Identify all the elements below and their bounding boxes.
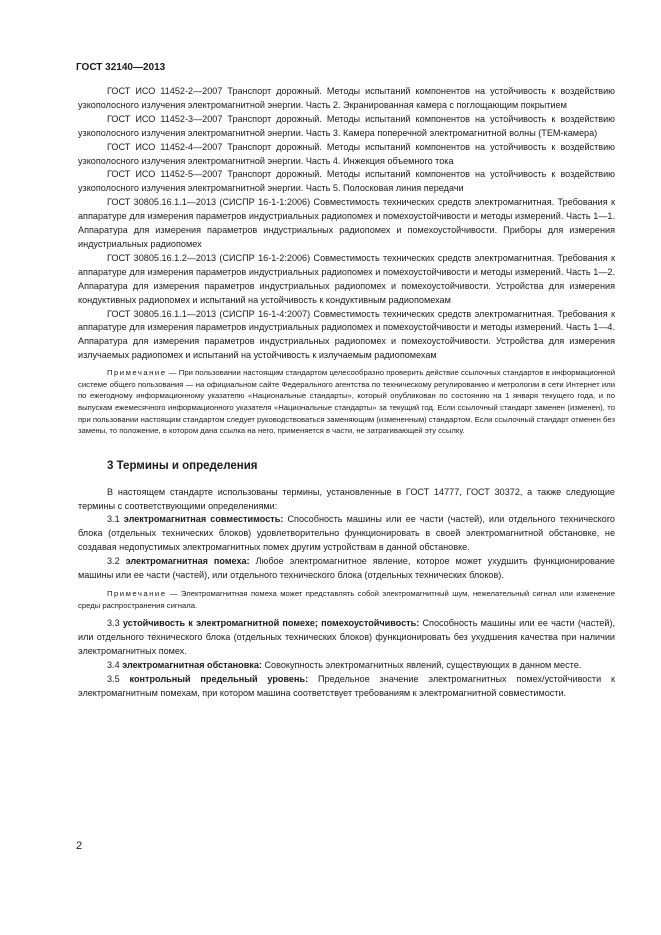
term-text: Способность машины или ее части (частей), или отдельного технического блока (отдельных технических блоков) удовлетворительно функционировать в своей электромагнитной обстановке, не создавая недопустимых электромагнитных помех другим устройствам в данной обстановке. bbox=[78, 514, 615, 553]
term-name: устойчивость к электромагнитной помехе; помехоустойчивость: bbox=[122, 618, 420, 629]
reference-item: ГОСТ ИСО 11452-3—2007 Транспорт дорожный. Методы испытаний компонентов на устойчивость к воздействию узкополосного излучения электромагнитной энергии. Часть 3. Камера поперечной электромагнитной волны (ТЕМ-камера) bbox=[78, 113, 615, 138]
term-definition bbox=[78, 513, 615, 555]
note-label: Примечание bbox=[107, 588, 167, 598]
note-label: Примечание bbox=[107, 368, 167, 378]
term-name: контрольный предельный уровень: bbox=[129, 673, 309, 684]
term-number: 3.4 bbox=[107, 659, 123, 670]
term-number: 3.2 bbox=[107, 556, 126, 567]
section-intro: В настоящем стандарте использованы термины, установленные в ГОСТ 14777, ГОСТ 30372, а также следующие термины с соответствующими определениями: bbox=[78, 486, 615, 511]
term-number: 3.3 bbox=[107, 618, 123, 629]
term-text: Совокупность электромагнитных явлений, существующих в данном месте. bbox=[261, 659, 582, 670]
reference-item: ГОСТ 30805.16.1.2—2013 (СИСПР 16-1-2:2006) Совместимость технических средств электромагнитная. Требования к аппаратуре для измерения параметров индустриальных радиопомех и помехоустойчивости и методы измерений. Часть 1—2. Аппаратура для измерения параметров индустриальных радиопомех и помехоустойчивости. Устройства для измерения кондуктивных радиопомех и испытаний на устойчивость к кондуктивным радиопомехам bbox=[78, 252, 615, 305]
note-text: — Электромагнитная помеха может представлять собой электромагнитный шум, нежелательный сигнал или изменение среды распространения сигнала. bbox=[78, 588, 615, 610]
term-text: Способность машины или ее части (частей), или отдельного технического блока (отдельных технических блоков) функционировать без ухудшения качества при наличии электромагнитных помех. bbox=[78, 618, 616, 656]
term-definition bbox=[78, 555, 615, 583]
note-term bbox=[78, 588, 615, 611]
term-name: электромагнитная совместимость: bbox=[123, 514, 284, 525]
document-code: ГОСТ 32140—2013 bbox=[76, 62, 166, 73]
term-definition bbox=[78, 673, 615, 701]
reference-item: ГОСТ ИСО 11452-4—2007 Транспорт дорожный. Методы испытаний компонентов на устойчивость к воздействию узкополосного излучения электромагнитной энергии. Часть 4. Инжекция объемного тока bbox=[78, 141, 615, 166]
term-number: 3.5 bbox=[107, 673, 130, 684]
note-text: — При пользовании настоящим стандартом целесообразно проверить действие ссылочных стандартов в информационной системе общего пользования — на официальном сайте Федерального агентства по техническому регулированию и метрологии в сети Интернет или по ежегодному информационному указателю «Национальные стандарты», который опубликован по состоянию на 1 января текущего года, и по выпускам ежемесячного информационного указателя «Национальные стандарты» за текущий год. Если ссылочный стандарт заменен (изменен), то при пользовании настоящим стандартом следует руководствоваться заменяющим (измененным) стандартом. Если ссылочный стандарт отменен без замены, то положение, в котором дана ссылка на него, применяется в части, не затрагивающей эту ссылку. bbox=[78, 368, 615, 436]
note-references bbox=[78, 367, 615, 437]
term-name: электромагнитная помеха: bbox=[125, 556, 250, 567]
term-name: электромагнитная обстановка: bbox=[122, 659, 262, 670]
reference-item: ГОСТ 30805.16.1.1—2013 (СИСПР 16-1-4:2007) Совместимость технических средств электромагнитная. Требования к аппаратуре для измерения параметров индустриальных радиопомех и помехоустойчивости и методы измерений. Часть 1—4. Аппаратура для измерения параметров индустриальных радиопомех и помехоустойчивости. Устройства для измерения излучаемых радиопомех и испытаний на устойчивость к излучаемым радиопомехам bbox=[78, 308, 615, 361]
term-definition bbox=[78, 617, 615, 659]
term-definition bbox=[78, 659, 615, 673]
reference-item: ГОСТ ИСО 11452-2—2007 Транспорт дорожный. Методы испытаний компонентов на устойчивость к воздействию узкополосного излучения электромагнитной энергии. Часть 2. Экранированная камера с поглощающим покрытием bbox=[78, 86, 615, 110]
term-number: 3.1 bbox=[107, 514, 124, 525]
reference-item: ГОСТ ИСО 11452-5—2007 Транспорт дорожный. Методы испытаний компонентов на устойчивость к воздействию узкополосного излучения электромагнитной энергии. Часть 5. Полосковая линия передачи bbox=[78, 169, 615, 194]
term-text: Предельное значение электромагнитных помех/устойчивости к электромагнитным помехам, при котором машина соответствует требованиям к электромагнитной совместимости. bbox=[78, 673, 615, 698]
term-text: Любое электромагнитное явление, которое может ухудшить функционирование машины или ее части (частей), или отдельного технического блока (отдельных технических блоков). bbox=[78, 556, 615, 581]
section-heading: 3 Термины и определения bbox=[107, 459, 258, 472]
page-number: 2 bbox=[76, 840, 83, 852]
reference-item: ГОСТ 30805.16.1.1—2013 (СИСПР 16-1-1:2006) Совместимость технических средств электромагнитная. Требования к аппаратуре для измерения параметров индустриальных радиопомех и помехоустойчивости и методы измерений. Часть 1—1. Аппаратура для измерения параметров индустриальных радиопомех и помехоустойчивости. Приборы для измерения индустриальных радиопомех bbox=[78, 197, 615, 249]
page-content bbox=[78, 85, 615, 701]
